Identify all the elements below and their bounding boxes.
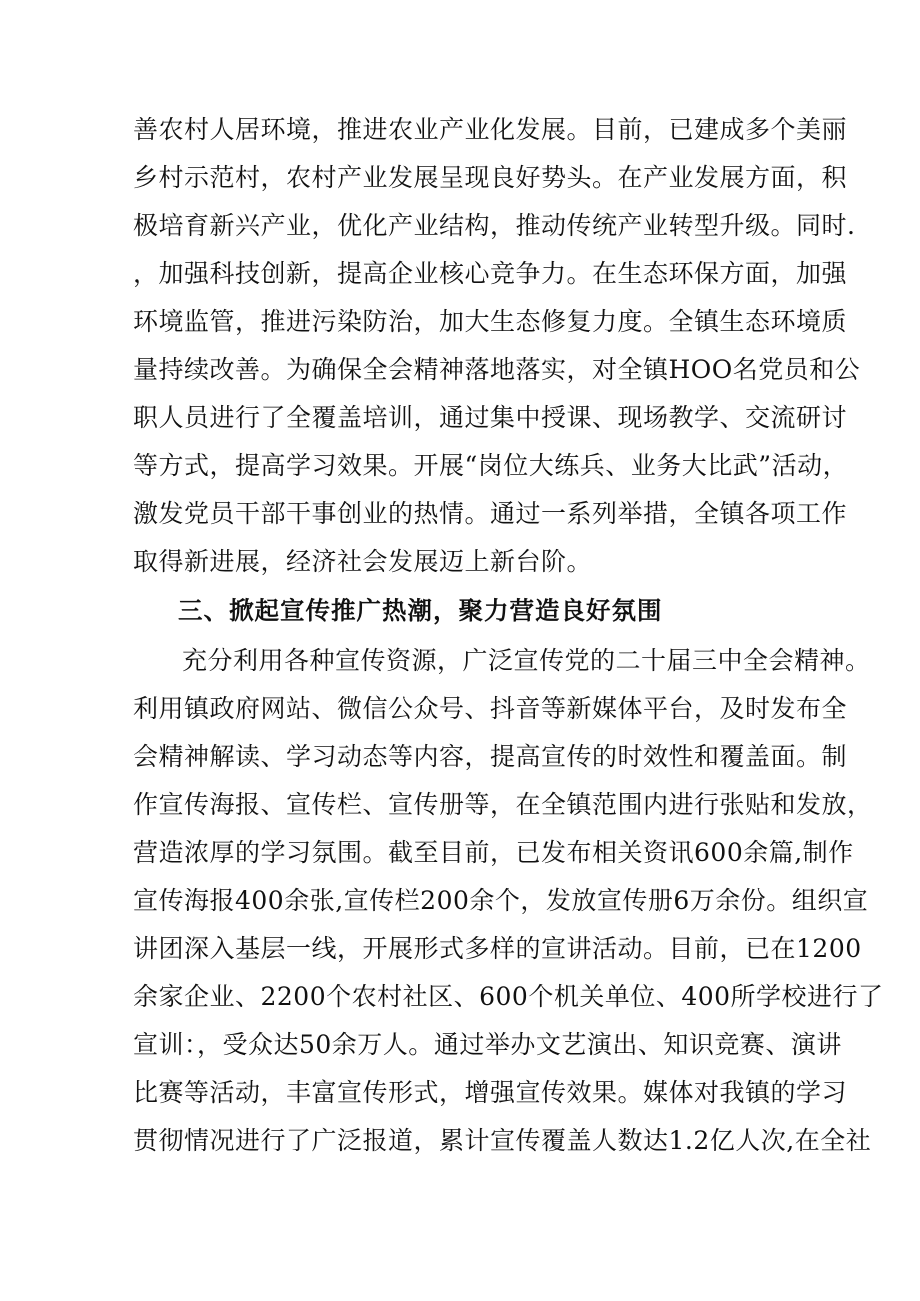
paragraph-line: 余家企业、2200个农村社区、600个机关单位、400所学校进行了 xyxy=(133,982,884,1011)
paragraph-line: 会精神解读、学习动态等内容，提高宣传的时效性和覆盖面。制 xyxy=(133,742,848,771)
paragraph-line: 量持续改善。为确保全会精神落地落实，对全镇HOO名党员和公 xyxy=(133,355,861,384)
paragraph-line: 极培育新兴产业，优化产业结构，推动传统产业转型升级。同时. xyxy=(133,211,856,240)
section-heading: 三、掀起宣传推广热潮，聚力营造良好氛围 xyxy=(178,596,663,625)
paragraph-line: 职人员进行了全覆盖培训，通过集中授课、现场教学、交流研讨 xyxy=(133,403,848,432)
paragraph-line: 贯彻情况进行了广泛报道，累计宣传覆盖人数达1.2亿人次,在全社 xyxy=(133,1126,872,1155)
paragraph-line: 营造浓厚的学习氛围。截至目前，已发布相关资讯600余篇,制作 xyxy=(133,838,854,867)
paragraph-line: ，加强科技创新，提高企业核心竞争力。在生态环保方面，加强 xyxy=(133,259,848,288)
paragraph-line: 等方式，提高学习效果。开展“岗位大练兵、业务大比武”活动， xyxy=(133,451,849,480)
paragraph-line: 宣训：，受众达50余万人。通过举办文艺演出、知识竞赛、演讲 xyxy=(133,1030,842,1059)
paragraph-line: 充分利用各种宣传资源，广泛宣传党的二十届三中全会精神。 xyxy=(182,646,871,675)
paragraph-line: 作宣传海报、宣传栏、宣传册等，在全镇范围内进行张贴和发放， xyxy=(133,790,873,819)
paragraph-line: 宣传海报400余张,宣传栏200余个，发放宣传册6万余份。组织宣 xyxy=(133,886,869,915)
paragraph-line: 乡村示范村，农村产业发展呈现良好势头。在产业发展方面，积 xyxy=(133,163,848,192)
paragraph-line: 比赛等活动，丰富宣传形式，增强宣传效果。媒体对我镇的学习 xyxy=(133,1078,848,1107)
paragraph-line: 取得新进展，经济社会发展迈上新台阶。 xyxy=(133,547,593,576)
paragraph-line: 善农村人居环境，推进农业产业化发展。目前，已建成多个美丽 xyxy=(133,115,848,144)
paragraph-line: 激发党员干部干事创业的热情。通过一系列举措，全镇各项工作 xyxy=(133,499,848,528)
paragraph-line: 利用镇政府网站、微信公众号、抖音等新媒体平台，及时发布全 xyxy=(133,694,848,723)
paragraph-line: 环境监管，推进污染防治，加大生态修复力度。全镇生态环境质 xyxy=(133,307,848,336)
paragraph-line: 讲团深入基层一线，开展形式多样的宣讲活动。目前，已在1200 xyxy=(133,934,862,963)
